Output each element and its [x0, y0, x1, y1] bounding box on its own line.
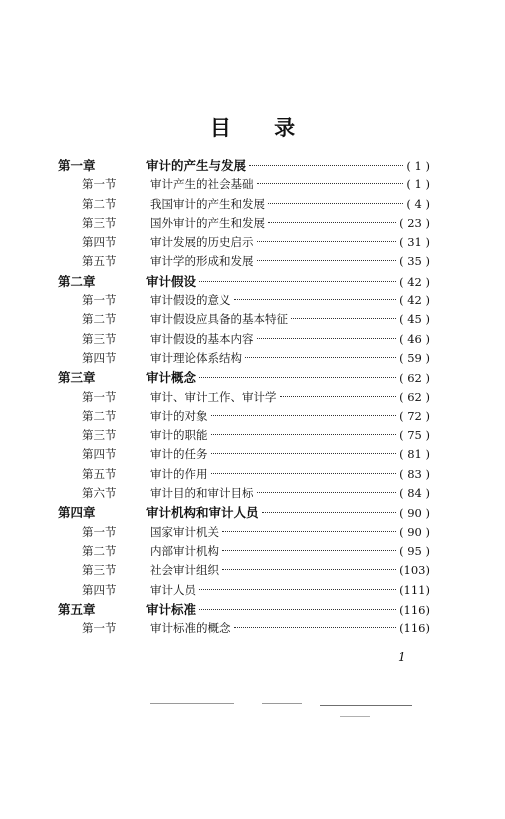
toc-entry: [146, 156, 430, 176]
dot-leader: [199, 609, 396, 610]
toc-page-number: ( 31 ): [399, 235, 430, 250]
dot-leader: [199, 281, 396, 282]
dot-leader: [211, 473, 397, 474]
toc-section-row: [58, 426, 430, 445]
dot-leader: [234, 299, 397, 300]
toc-section-row: [58, 445, 430, 464]
toc-entry: [150, 407, 430, 426]
toc-entry-title: 审计理论体系结构: [150, 350, 242, 365]
dot-leader: [257, 183, 404, 184]
toc-entry: [150, 388, 430, 407]
scan-artifact-line: [150, 703, 234, 704]
toc-entry-title: 审计人员: [150, 582, 196, 597]
toc-section-row: [58, 175, 430, 194]
toc-section-row: [58, 330, 430, 349]
toc-page-number: (103): [399, 563, 430, 578]
toc-entry-title: 审计的职能: [150, 428, 208, 443]
toc-entry: [146, 503, 430, 523]
toc-entry-title: 审计假设: [146, 273, 197, 289]
toc-page-number: ( 75 ): [399, 428, 430, 443]
toc-entry: [150, 484, 430, 503]
dot-leader: [268, 222, 396, 223]
toc-entry-title: 国外审计的产生和发展: [150, 215, 265, 230]
toc-section-row: [58, 388, 430, 407]
toc-entry-number: 第二节: [82, 543, 117, 558]
toc-entry-title: 审计的产生与发展: [146, 158, 247, 173]
toc-entry-number: 第四章: [58, 505, 96, 521]
toc-page-number: ( 95 ): [399, 543, 430, 558]
toc-page-number: ( 4 ): [406, 196, 430, 211]
toc-page-number: ( 1 ): [406, 177, 430, 192]
toc-page-number: ( 42 ): [399, 274, 430, 289]
dot-leader: [211, 434, 397, 435]
toc-entry: [150, 542, 430, 561]
toc-entry-number: 第三节: [82, 563, 117, 578]
dot-leader: [280, 396, 397, 397]
toc-section-row: [58, 581, 430, 600]
toc-entry-title: 审计假设的基本内容: [150, 331, 254, 346]
dot-leader: [199, 589, 396, 590]
toc-chapter-row: [58, 368, 430, 387]
toc-page-number: ( 72 ): [399, 408, 430, 423]
toc-entry-title: 内部审计机构: [150, 543, 219, 558]
toc-entry-title: 社会审计组织: [150, 563, 219, 578]
toc-entry-title: 审计假设应具备的基本特征: [150, 312, 288, 327]
dot-leader: [262, 512, 397, 513]
toc-entry-number: 第五节: [82, 466, 117, 481]
toc-entry: [146, 272, 430, 292]
toc-entry-title: 审计学的形成和发展: [150, 254, 254, 269]
toc-page-number: (116): [399, 621, 430, 636]
toc-section-row: [58, 310, 430, 329]
toc-page-number: ( 62 ): [399, 371, 430, 386]
toc-section-row: [58, 252, 430, 271]
toc-section-row: [58, 484, 430, 503]
toc-page-number: ( 42 ): [399, 293, 430, 308]
toc-section-row: [58, 523, 430, 542]
toc-entry-title: 审计发展的历史启示: [150, 235, 254, 250]
toc-entry-number: 第三节: [82, 215, 117, 230]
toc-section-row: [58, 465, 430, 484]
toc-entry-number: 第三章: [58, 370, 96, 386]
dot-leader: [222, 569, 396, 570]
toc-entry: [150, 310, 430, 329]
toc-section-row: [58, 195, 430, 214]
toc-entry: [150, 561, 430, 580]
toc-section-row: [58, 233, 430, 252]
toc-section-row: [58, 291, 430, 310]
dot-leader: [257, 260, 397, 261]
toc-entry: [146, 600, 430, 620]
toc-page-number: ( 35 ): [399, 254, 430, 269]
toc-entry-number: 第一节: [82, 177, 117, 192]
toc-entry-number: 第五章: [58, 601, 96, 617]
toc-entry-title: 审计产生的社会基础: [150, 177, 254, 192]
toc-page-number: ( 45 ): [399, 312, 430, 327]
dot-leader: [199, 377, 396, 378]
toc-page-number: ( 84 ): [399, 486, 430, 501]
toc-page-number: (116): [399, 602, 430, 617]
toc-entry-number: 第二节: [82, 408, 117, 423]
toc-entry: [150, 330, 430, 349]
toc-page-number: ( 81 ): [399, 447, 430, 462]
toc-entry-number: 第四节: [82, 235, 117, 250]
toc-entry-number: 第三节: [82, 331, 117, 346]
scan-artifact-line: [340, 716, 370, 717]
dot-leader: [257, 492, 397, 493]
dot-leader: [291, 318, 396, 319]
toc-entry-number: 第一节: [82, 293, 117, 308]
toc-entry: [150, 349, 430, 368]
toc-entry-number: 第四节: [82, 350, 117, 365]
toc-entry: [150, 465, 430, 484]
toc-entry-title: 审计标准的概念: [150, 621, 231, 636]
toc-entry: [150, 214, 430, 233]
toc-entry: [150, 252, 430, 271]
dot-leader: [257, 338, 397, 339]
toc-page-number: ( 23 ): [399, 215, 430, 230]
toc-entry-title: 国家审计机关: [150, 524, 219, 539]
dot-leader: [245, 357, 396, 358]
toc-entry-title: 审计目的和审计目标: [150, 486, 254, 501]
table-of-contents: [58, 156, 430, 638]
toc-entry-title: 审计、审计工作、审计学: [150, 389, 277, 404]
toc-section-row: [58, 542, 430, 561]
scan-artifact-line: [262, 703, 302, 704]
toc-entry: [150, 445, 430, 464]
toc-chapter-row: [58, 600, 430, 619]
toc-entry-number: 第三节: [82, 428, 117, 443]
toc-entry: [150, 291, 430, 310]
toc-entry-number: 第四节: [82, 447, 117, 462]
toc-entry-number: 第一章: [58, 158, 96, 173]
dot-leader: [268, 203, 403, 204]
toc-entry-title: 审计标准: [146, 601, 197, 617]
toc-entry-title: 审计概念: [146, 370, 197, 386]
dot-leader: [222, 531, 396, 532]
toc-page-number: (111): [399, 582, 430, 597]
toc-entry-title: 审计的对象: [150, 408, 208, 423]
dot-leader: [249, 165, 403, 166]
toc-entry-number: 第二节: [82, 312, 117, 327]
toc-entry-number: 第一节: [82, 389, 117, 404]
toc-page-number: ( 90 ): [399, 524, 430, 539]
toc-entry: [150, 426, 430, 445]
toc-section-row: [58, 619, 430, 638]
dot-leader: [234, 627, 397, 628]
toc-section-row: [58, 214, 430, 233]
toc-entry: [150, 233, 430, 252]
toc-entry-number: 第二节: [82, 196, 117, 211]
dot-leader: [222, 550, 396, 551]
toc-entry-title: 审计的作用: [150, 466, 208, 481]
scan-artifact-line: [320, 705, 412, 706]
toc-page-number: ( 1 ): [406, 159, 430, 173]
toc-entry: [150, 195, 430, 214]
toc-chapter-row: [58, 156, 430, 175]
toc-entry-title: 审计假设的意义: [150, 293, 231, 308]
toc-section-row: [58, 349, 430, 368]
toc-entry: [150, 523, 430, 542]
toc-entry-number: 第六节: [82, 486, 117, 501]
toc-page-number: ( 62 ): [399, 389, 430, 404]
toc-chapter-row: [58, 503, 430, 522]
dot-leader: [211, 453, 397, 454]
dot-leader: [257, 241, 397, 242]
page-number: 1: [398, 650, 406, 664]
toc-page-number: ( 90 ): [399, 506, 430, 521]
page-title: 目 录: [209, 116, 314, 140]
toc-page-number: ( 83 ): [399, 466, 430, 481]
toc-entry-number: 第四节: [82, 582, 117, 597]
toc-page-number: ( 59 ): [399, 350, 430, 365]
dot-leader: [211, 415, 397, 416]
toc-entry-number: 第一节: [82, 621, 117, 636]
toc-entry-number: 第五节: [82, 254, 117, 269]
toc-section-row: [58, 407, 430, 426]
toc-entry: [150, 581, 430, 600]
toc-entry-title: 审计机构和审计人员: [146, 505, 259, 521]
toc-chapter-row: [58, 272, 430, 291]
toc-entry-number: 第二章: [58, 273, 96, 289]
toc-entry-number: 第一节: [82, 524, 117, 539]
toc-entry-title: 审计的任务: [150, 447, 208, 462]
toc-entry: [150, 619, 430, 638]
toc-entry: [146, 368, 430, 388]
toc-page-number: ( 46 ): [399, 331, 430, 346]
toc-entry-title: 我国审计的产生和发展: [150, 196, 265, 211]
toc-entry: [150, 175, 430, 194]
toc-section-row: [58, 561, 430, 580]
